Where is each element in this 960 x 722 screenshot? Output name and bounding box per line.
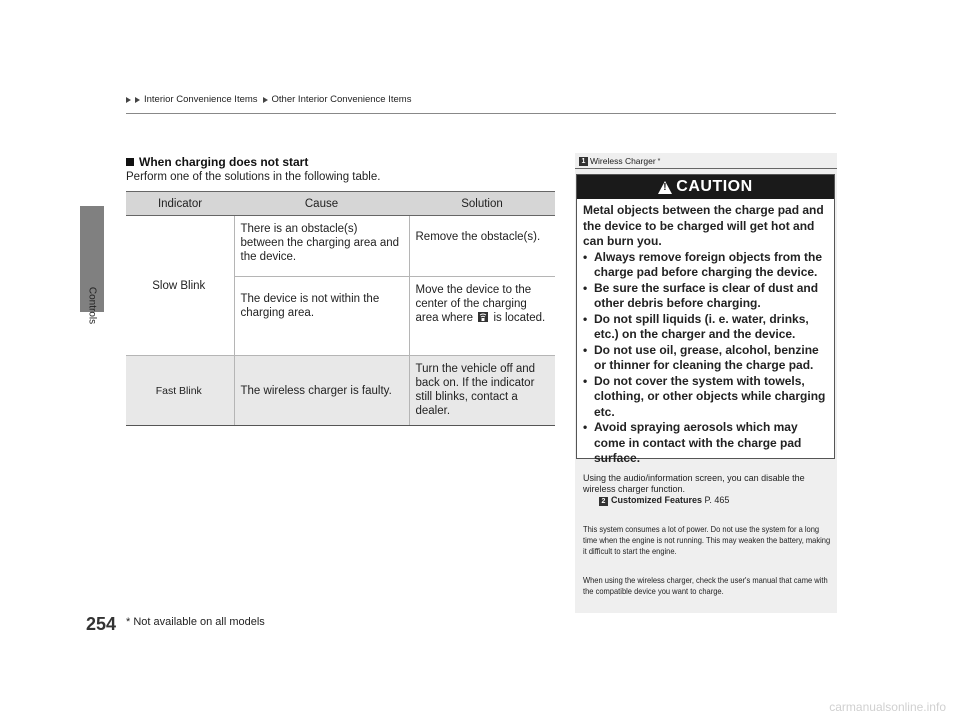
section-intro: Perform one of the solutions in the following table.: [126, 171, 381, 183]
table-header-row: [126, 192, 555, 216]
arrow-right-icon: [135, 97, 140, 103]
column-header: Solution: [409, 192, 555, 216]
indicator-cell: Slow Blink: [126, 216, 234, 356]
sidebar-note: This system consumes a lot of power. Do not use the system for a long time when the engine is not running. This may weaken the battery, making it difficult to start the engine.: [583, 525, 831, 556]
table-row: [126, 356, 555, 426]
solution-text: Move the device to the center of the charging area where: [415, 284, 532, 324]
square-bullet-icon: [126, 158, 134, 166]
note-text: Using the audio/information screen, you can disable the wireless charger function.: [583, 473, 805, 494]
solution-text: is located.: [493, 312, 546, 324]
sidebar-title-text: Wireless Charger: [590, 156, 656, 166]
sidebar-title: [579, 156, 660, 166]
chapter-tab-label: Controls: [86, 286, 98, 325]
list-item: • Be sure the surface is clear of dust and other debris before charging.: [583, 281, 831, 312]
table-row: [126, 216, 555, 277]
list-item: • Avoid spraying aerosols which may come in contact with the charge pad surface.: [583, 420, 831, 467]
sidebar-note: When using the wireless charger, check the user's manual that came with the compatible device you want to charge.: [583, 576, 828, 596]
cross-reference-icon: 2: [599, 497, 608, 506]
warning-triangle-icon: [658, 181, 672, 194]
cross-reference-link[interactable]: [583, 495, 833, 506]
solution-cell: [409, 277, 555, 356]
breadcrumb-item[interactable]: Other Interior Convenience Items: [271, 94, 412, 105]
list-item: • Always remove foreign objects from the charge pad before charging the device.: [583, 250, 831, 281]
wireless-charger-indicator-icon: [478, 312, 488, 322]
indicator-text: Fast Blink: [155, 384, 202, 397]
reference-marker-icon: 1: [579, 157, 588, 166]
solution-cell: Turn the vehicle off and back on. If the indicator still blinks, contact a dealer.: [409, 356, 555, 426]
caution-intro: Metal objects between the charge pad and the device to be charged will get hot and can burn you.: [583, 203, 824, 248]
cause-text: The device is not within the charging area.: [240, 293, 380, 319]
column-header: Cause: [234, 192, 409, 216]
caution-header: [577, 175, 834, 199]
indicator-cell: [126, 356, 234, 426]
section-heading-text: When charging does not start: [139, 155, 309, 169]
footnote: * Not available on all models: [126, 616, 265, 628]
header-divider: [126, 113, 836, 114]
troubleshooting-table: [126, 191, 555, 426]
section-heading: [126, 155, 308, 169]
arrow-right-icon: [263, 97, 268, 103]
column-header: Indicator: [126, 192, 234, 216]
list-item: • Do not use oil, grease, alcohol, benzine or thinner for cleaning the charge pad.: [583, 343, 831, 374]
page-number: 254: [86, 614, 117, 634]
asterisk: *: [657, 157, 661, 165]
cause-cell: [234, 277, 409, 356]
sidebar-divider: [575, 168, 837, 169]
breadcrumb-item[interactable]: Interior Convenience Items: [144, 94, 258, 105]
list-item: • Do not cover the system with towels, clothing, or other objects while charging etc.: [583, 374, 831, 421]
arrow-right-icon: [126, 97, 131, 103]
solution-cell: [409, 216, 555, 277]
xref-label: Customized Features: [611, 495, 703, 505]
cause-cell: The wireless charger is faulty.: [234, 356, 409, 426]
breadcrumb: [126, 94, 411, 105]
caution-body: [583, 203, 831, 467]
solution-text: Remove the obstacle(s).: [415, 231, 541, 243]
sidebar-note: [583, 473, 833, 506]
cause-cell: There is an obstacle(s) between the charging area and the device.: [234, 216, 409, 277]
xref-page: P. 465: [704, 495, 730, 505]
watermark: carmanualsonline.info: [829, 700, 946, 714]
list-item: • Do not spill liquids (i. e. water, drinks, etc.) on the charger and the device.: [583, 312, 831, 343]
caution-label: CAUTION: [676, 178, 753, 195]
caution-list: [583, 250, 831, 467]
